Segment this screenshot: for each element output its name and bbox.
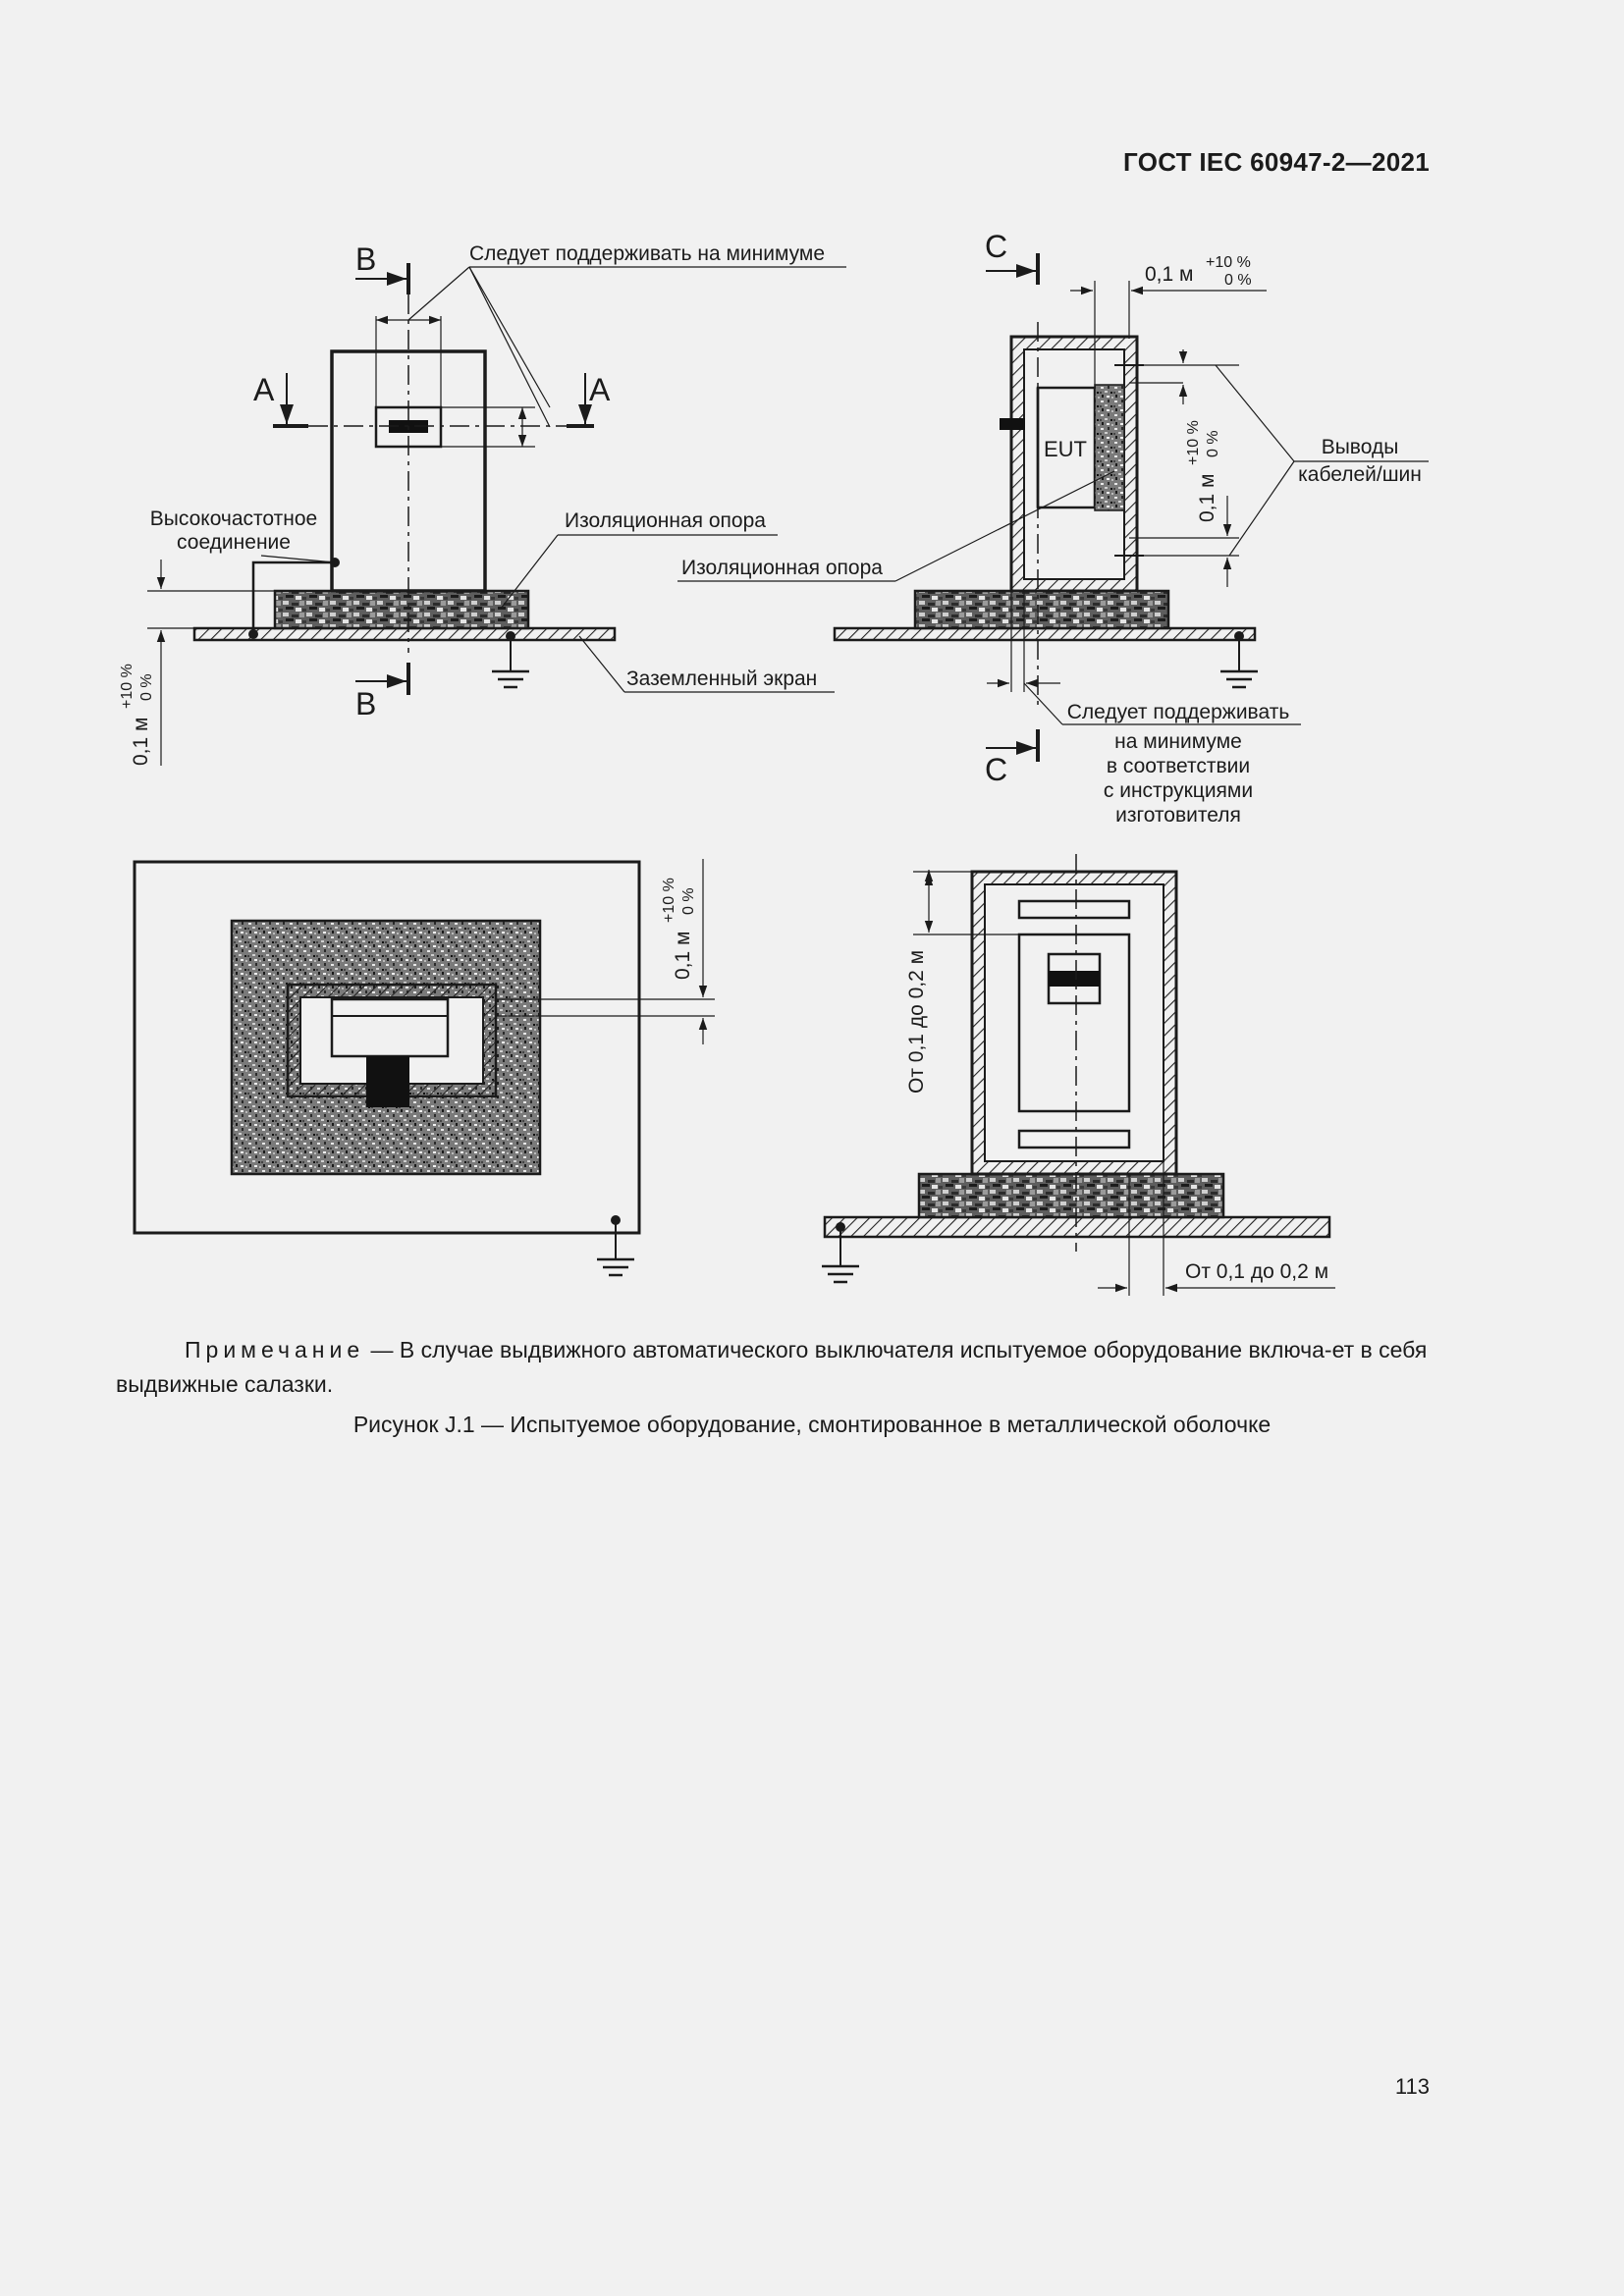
dim-left-value: 0,1 м — [130, 717, 152, 766]
label-keep-minimum: Следует поддерживать на минимуме — [469, 242, 826, 265]
label-hf-connection-1: Высокочастотное — [149, 507, 318, 530]
label-cable-leads-2: кабелей/шин — [1298, 463, 1422, 486]
section-a-right: A — [589, 372, 611, 407]
dim-left-tol-zero: 0 % — [138, 673, 155, 701]
label-insulating-support-right: Изоляционная опора — [681, 557, 883, 579]
dim-left-vertical — [119, 664, 155, 766]
dim-plan-vertical — [661, 878, 697, 980]
dim-range-horizontal: От 0,1 до 0,2 м — [1185, 1260, 1329, 1283]
section-c-bottom: C — [985, 752, 1008, 787]
label-keep-min-manuf-5: изготовителя — [1115, 804, 1241, 827]
section-c-top: C — [985, 229, 1008, 264]
dim-right-vertical — [1185, 420, 1221, 522]
insulating-support-block — [275, 591, 528, 628]
label-eut: EUT — [1044, 437, 1087, 461]
section-a-left: A — [253, 372, 275, 407]
label-keep-min-manuf-4: с инструкциями — [1103, 779, 1254, 802]
plan-view — [135, 859, 715, 1275]
dim-range-vertical — [905, 950, 928, 1094]
dim-top-tol-plus: +10 % — [1206, 254, 1251, 271]
section-b-top: B — [355, 241, 377, 277]
label-hf-connection-2: соединение — [177, 531, 291, 554]
dim-top-value: 0,1 м — [1145, 263, 1194, 286]
dim-range-vertical-text: От 0,1 до 0,2 м — [905, 949, 928, 1094]
dim-right-tol-plus: +10 % — [1185, 420, 1202, 465]
page-number: 113 — [1394, 2074, 1430, 2099]
dim-top-tol-zero: 0 % — [1224, 272, 1252, 289]
label-grounded-screen: Заземленный экран — [626, 667, 818, 690]
front-view-bottom — [822, 854, 1335, 1296]
note-text: — В случае выдвижного автоматического выключателя испытуемое оборудование включа-ет в себя выдвижные салазки. — [116, 1337, 1428, 1397]
dim-plan-tol-plus: +10 % — [661, 878, 677, 923]
figure-caption: Рисунок J.1 — Испытуемое оборудование, смонтированное в металлической оболочке — [352, 1412, 1272, 1437]
dim-right-tol-zero: 0 % — [1205, 430, 1221, 457]
note-label: Примечание — [185, 1337, 365, 1362]
dim-plan-value: 0,1 м — [672, 931, 694, 980]
dim-left-tol-plus: +10 % — [119, 664, 135, 709]
label-cable-leads-1: Выводы — [1321, 436, 1399, 458]
note — [116, 1333, 1430, 1402]
dim-plan-tol-zero: 0 % — [680, 887, 697, 915]
label-keep-min-manuf-1: Следует поддерживать — [1066, 701, 1290, 723]
dim-right-value: 0,1 м — [1196, 473, 1218, 522]
document-header: ГОСТ IEC 60947-2—2021 — [1123, 147, 1430, 177]
label-keep-min-manuf-2: на минимуме — [1114, 730, 1242, 753]
label-keep-min-manuf-3: в соответствии — [1106, 755, 1251, 777]
label-insulating-support-left: Изоляционная опора — [565, 509, 766, 532]
section-b-bottom: B — [355, 686, 377, 721]
